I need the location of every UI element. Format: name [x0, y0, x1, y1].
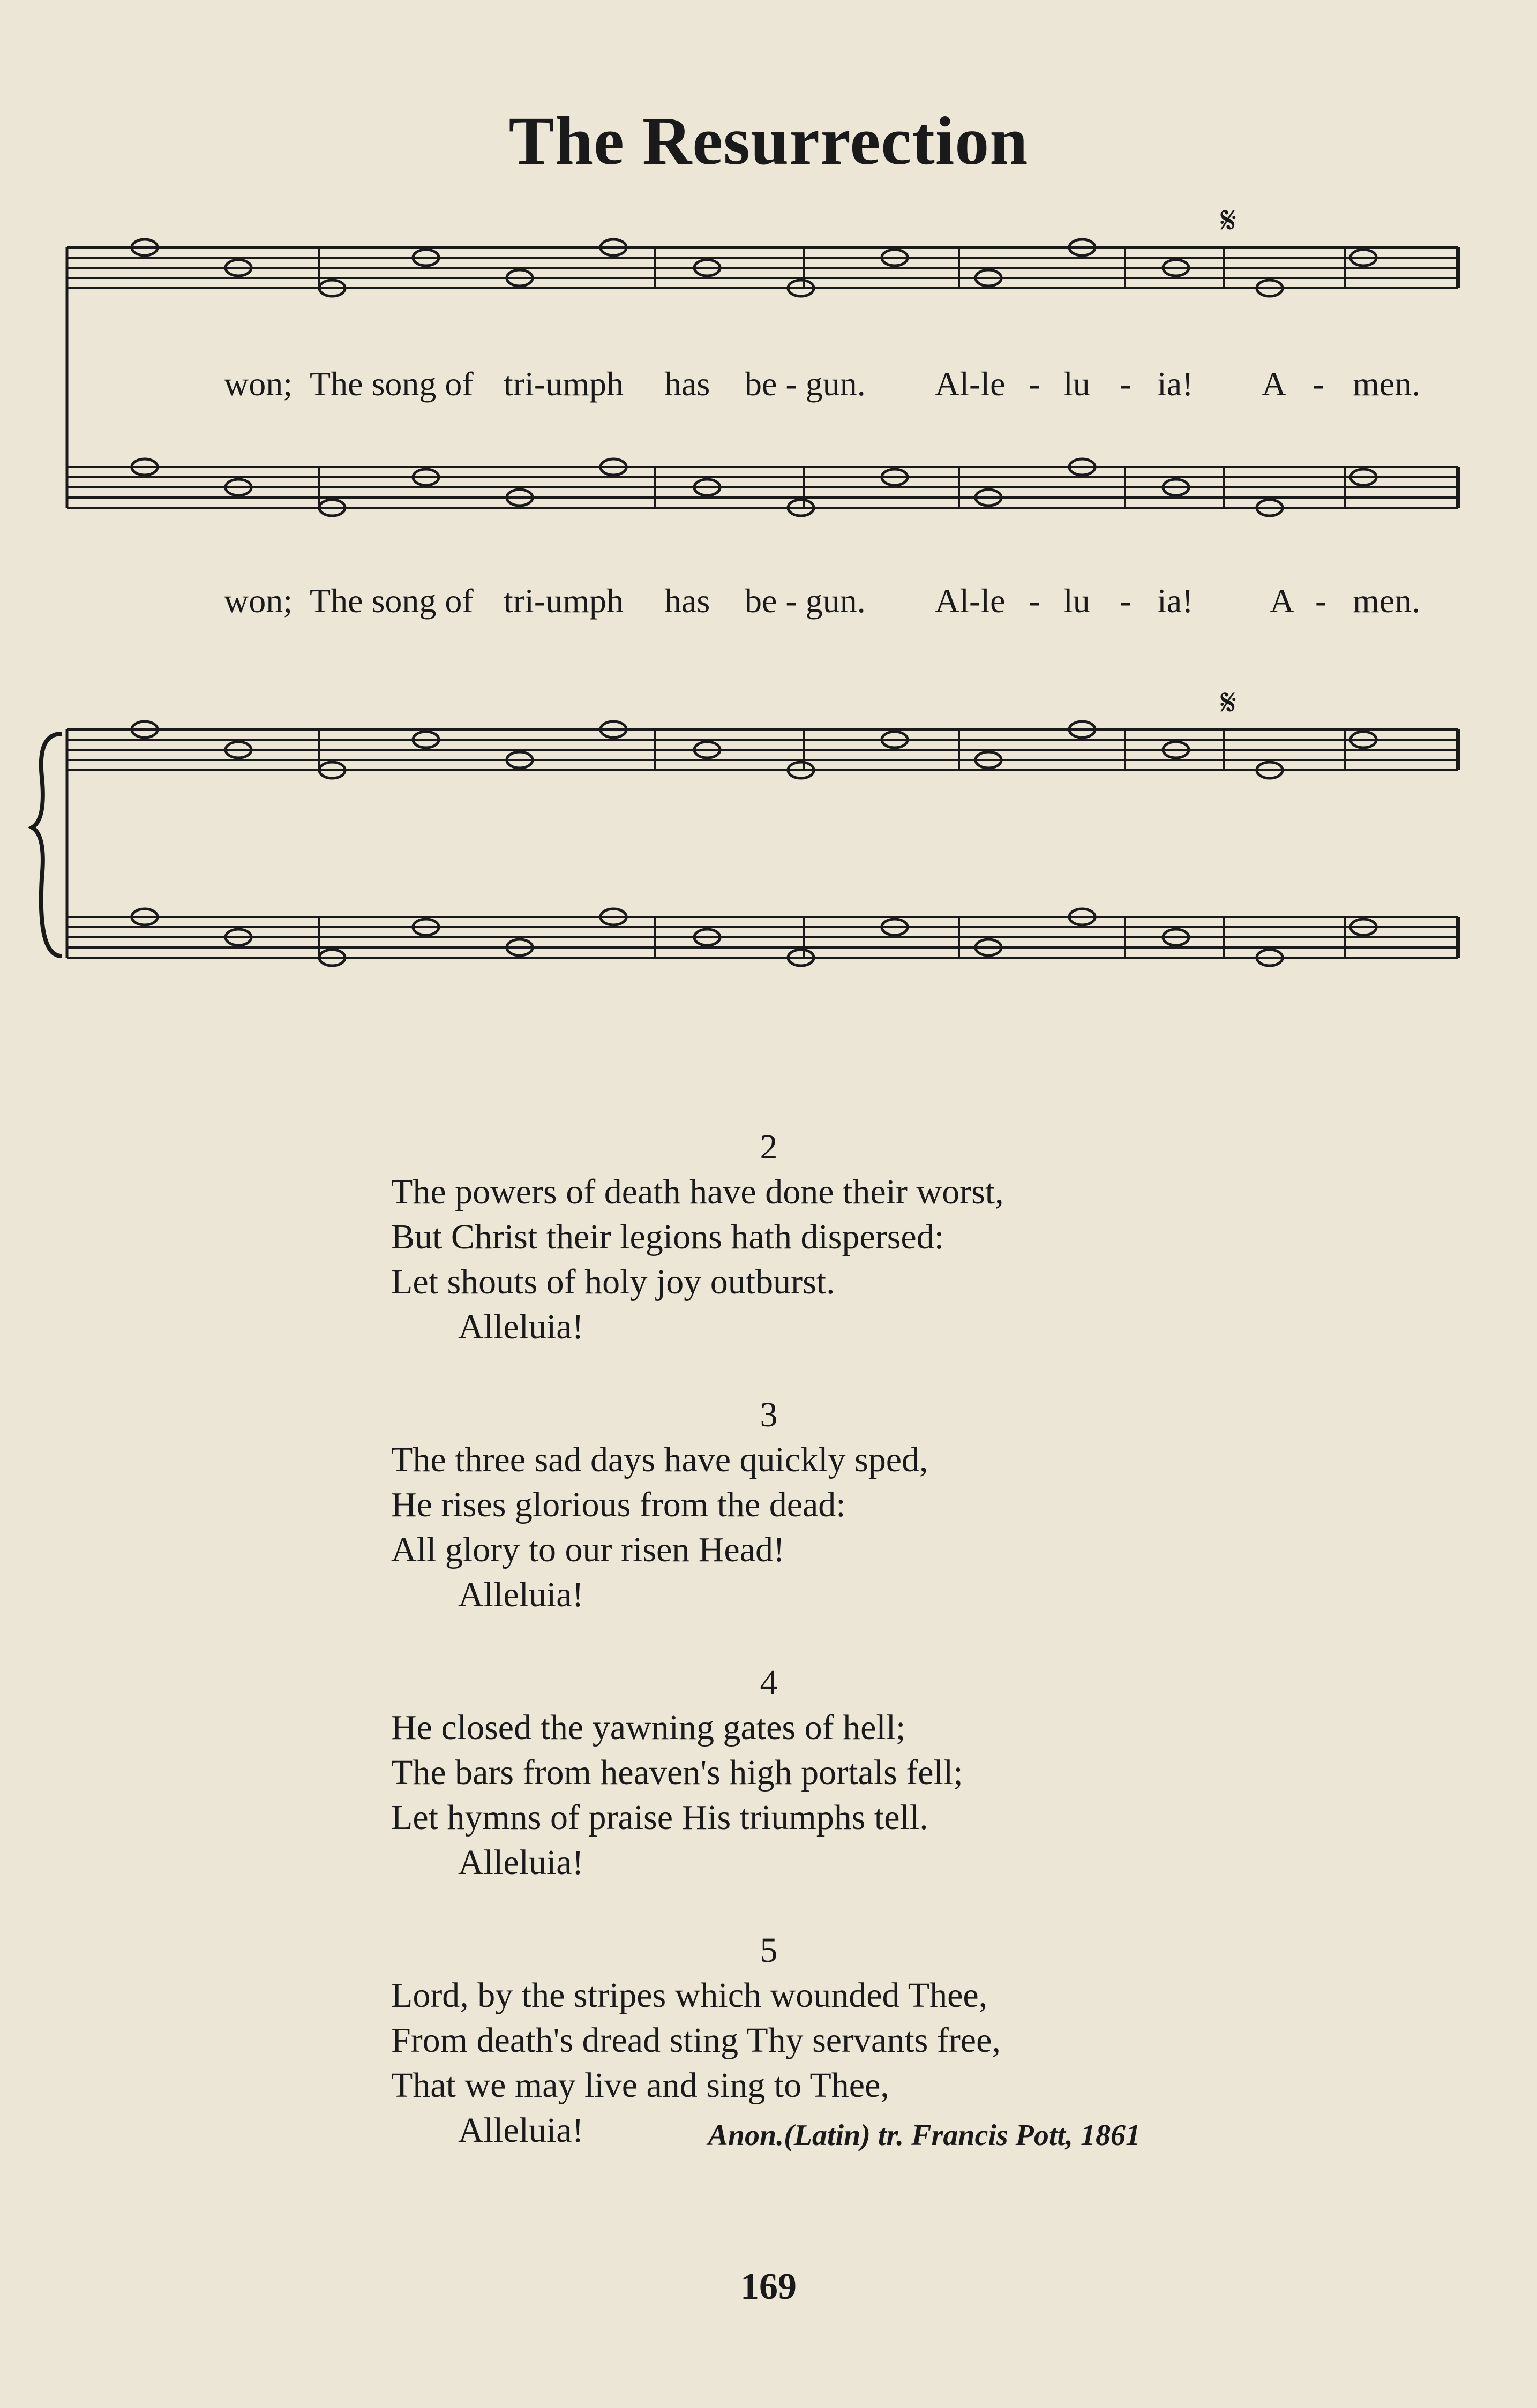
verse-line: He closed the yawning gates of hell; [391, 1708, 906, 1747]
lyric-syllable: won; [224, 582, 293, 620]
verse-3 [391, 1393, 1248, 1617]
lyric-syllable: The song of [310, 365, 474, 403]
verse-line: All glory to our risen Head! [391, 1530, 785, 1569]
verse-line: Let hymns of praise His triumphs tell. [391, 1798, 928, 1837]
music-score [0, 0, 1537, 1098]
verse-line: That we may live and sing to Thee, [391, 2066, 889, 2105]
lyric-syllable: - [1313, 365, 1324, 403]
verse-refrain: Alleluia! [458, 1307, 584, 1346]
verse-number: 2 [760, 1127, 778, 1167]
verse-line: Let shouts of holy joy outburst. [391, 1262, 835, 1301]
verse-number: 3 [760, 1395, 778, 1434]
lyric-syllable: be - gun. [745, 582, 866, 620]
lyric-syllable: - [1029, 582, 1040, 620]
verse-line: But Christ their legions hath dispersed: [391, 1217, 944, 1256]
lyric-syllable: ia! [1157, 365, 1194, 403]
lyric-syllable: lu [1063, 365, 1090, 403]
lyric-syllable: - [1029, 365, 1040, 403]
lyric-syllable: tri-umph [504, 582, 624, 620]
lyrics-line-1 [220, 364, 1452, 407]
lyric-syllable: men. [1353, 582, 1421, 620]
lyric-syllable: A [1270, 582, 1295, 620]
verse-line: Lord, by the stripes which wounded Thee, [391, 1976, 988, 2015]
lyric-syllable: tri-umph [504, 365, 624, 403]
verse-refrain: Alleluia! [458, 1843, 584, 1882]
lyric-syllable: ia! [1157, 582, 1194, 620]
verse-4 [391, 1660, 1248, 1885]
verse-line: The powers of death have done their worst, [391, 1172, 1004, 1211]
lyric-syllable: - [1315, 582, 1327, 620]
lyric-syllable: won; [224, 365, 293, 403]
lyric-syllable: - [1120, 365, 1131, 403]
segno-sign-bottom: 𝄋 [1220, 680, 1237, 724]
verse-refrain: Alleluia! [458, 2111, 584, 2150]
lyric-syllable: be - gun. [745, 365, 866, 403]
lyric-syllable: The song of [310, 582, 474, 620]
verse-number: 5 [760, 1931, 778, 1970]
hymn-title: The Resurrection [508, 103, 1029, 179]
verse-line: From death's dread sting Thy servants free, [391, 2021, 1001, 2060]
verse-line: The bars from heaven's high portals fell; [391, 1753, 963, 1792]
lyric-syllable: men. [1353, 365, 1421, 403]
lyric-syllable: Al-le [935, 582, 1006, 620]
lyric-syllable: A [1262, 365, 1287, 403]
attribution: Anon.(Latin) tr. Francis Pott, 1861 [708, 2119, 1141, 2152]
brace [32, 734, 62, 956]
verse-refrain: Alleluia! [458, 1575, 584, 1614]
verses [391, 1125, 1248, 2196]
lyric-syllable: has [664, 582, 710, 620]
segno-sign-top: 𝄋 [1220, 198, 1237, 242]
lyric-syllable: lu [1063, 582, 1090, 620]
lyric-syllable: - [1120, 582, 1131, 620]
lyric-syllable: Al-le [935, 365, 1006, 403]
lyric-syllable: has [664, 365, 710, 403]
verse-2 [391, 1125, 1248, 1350]
page-number: 169 [740, 2266, 797, 2307]
verse-number: 4 [760, 1663, 778, 1702]
verse-line: He rises glorious from the dead: [391, 1485, 846, 1524]
lyrics-line-2 [220, 581, 1452, 624]
verse-line: The three sad days have quickly sped, [391, 1440, 928, 1479]
